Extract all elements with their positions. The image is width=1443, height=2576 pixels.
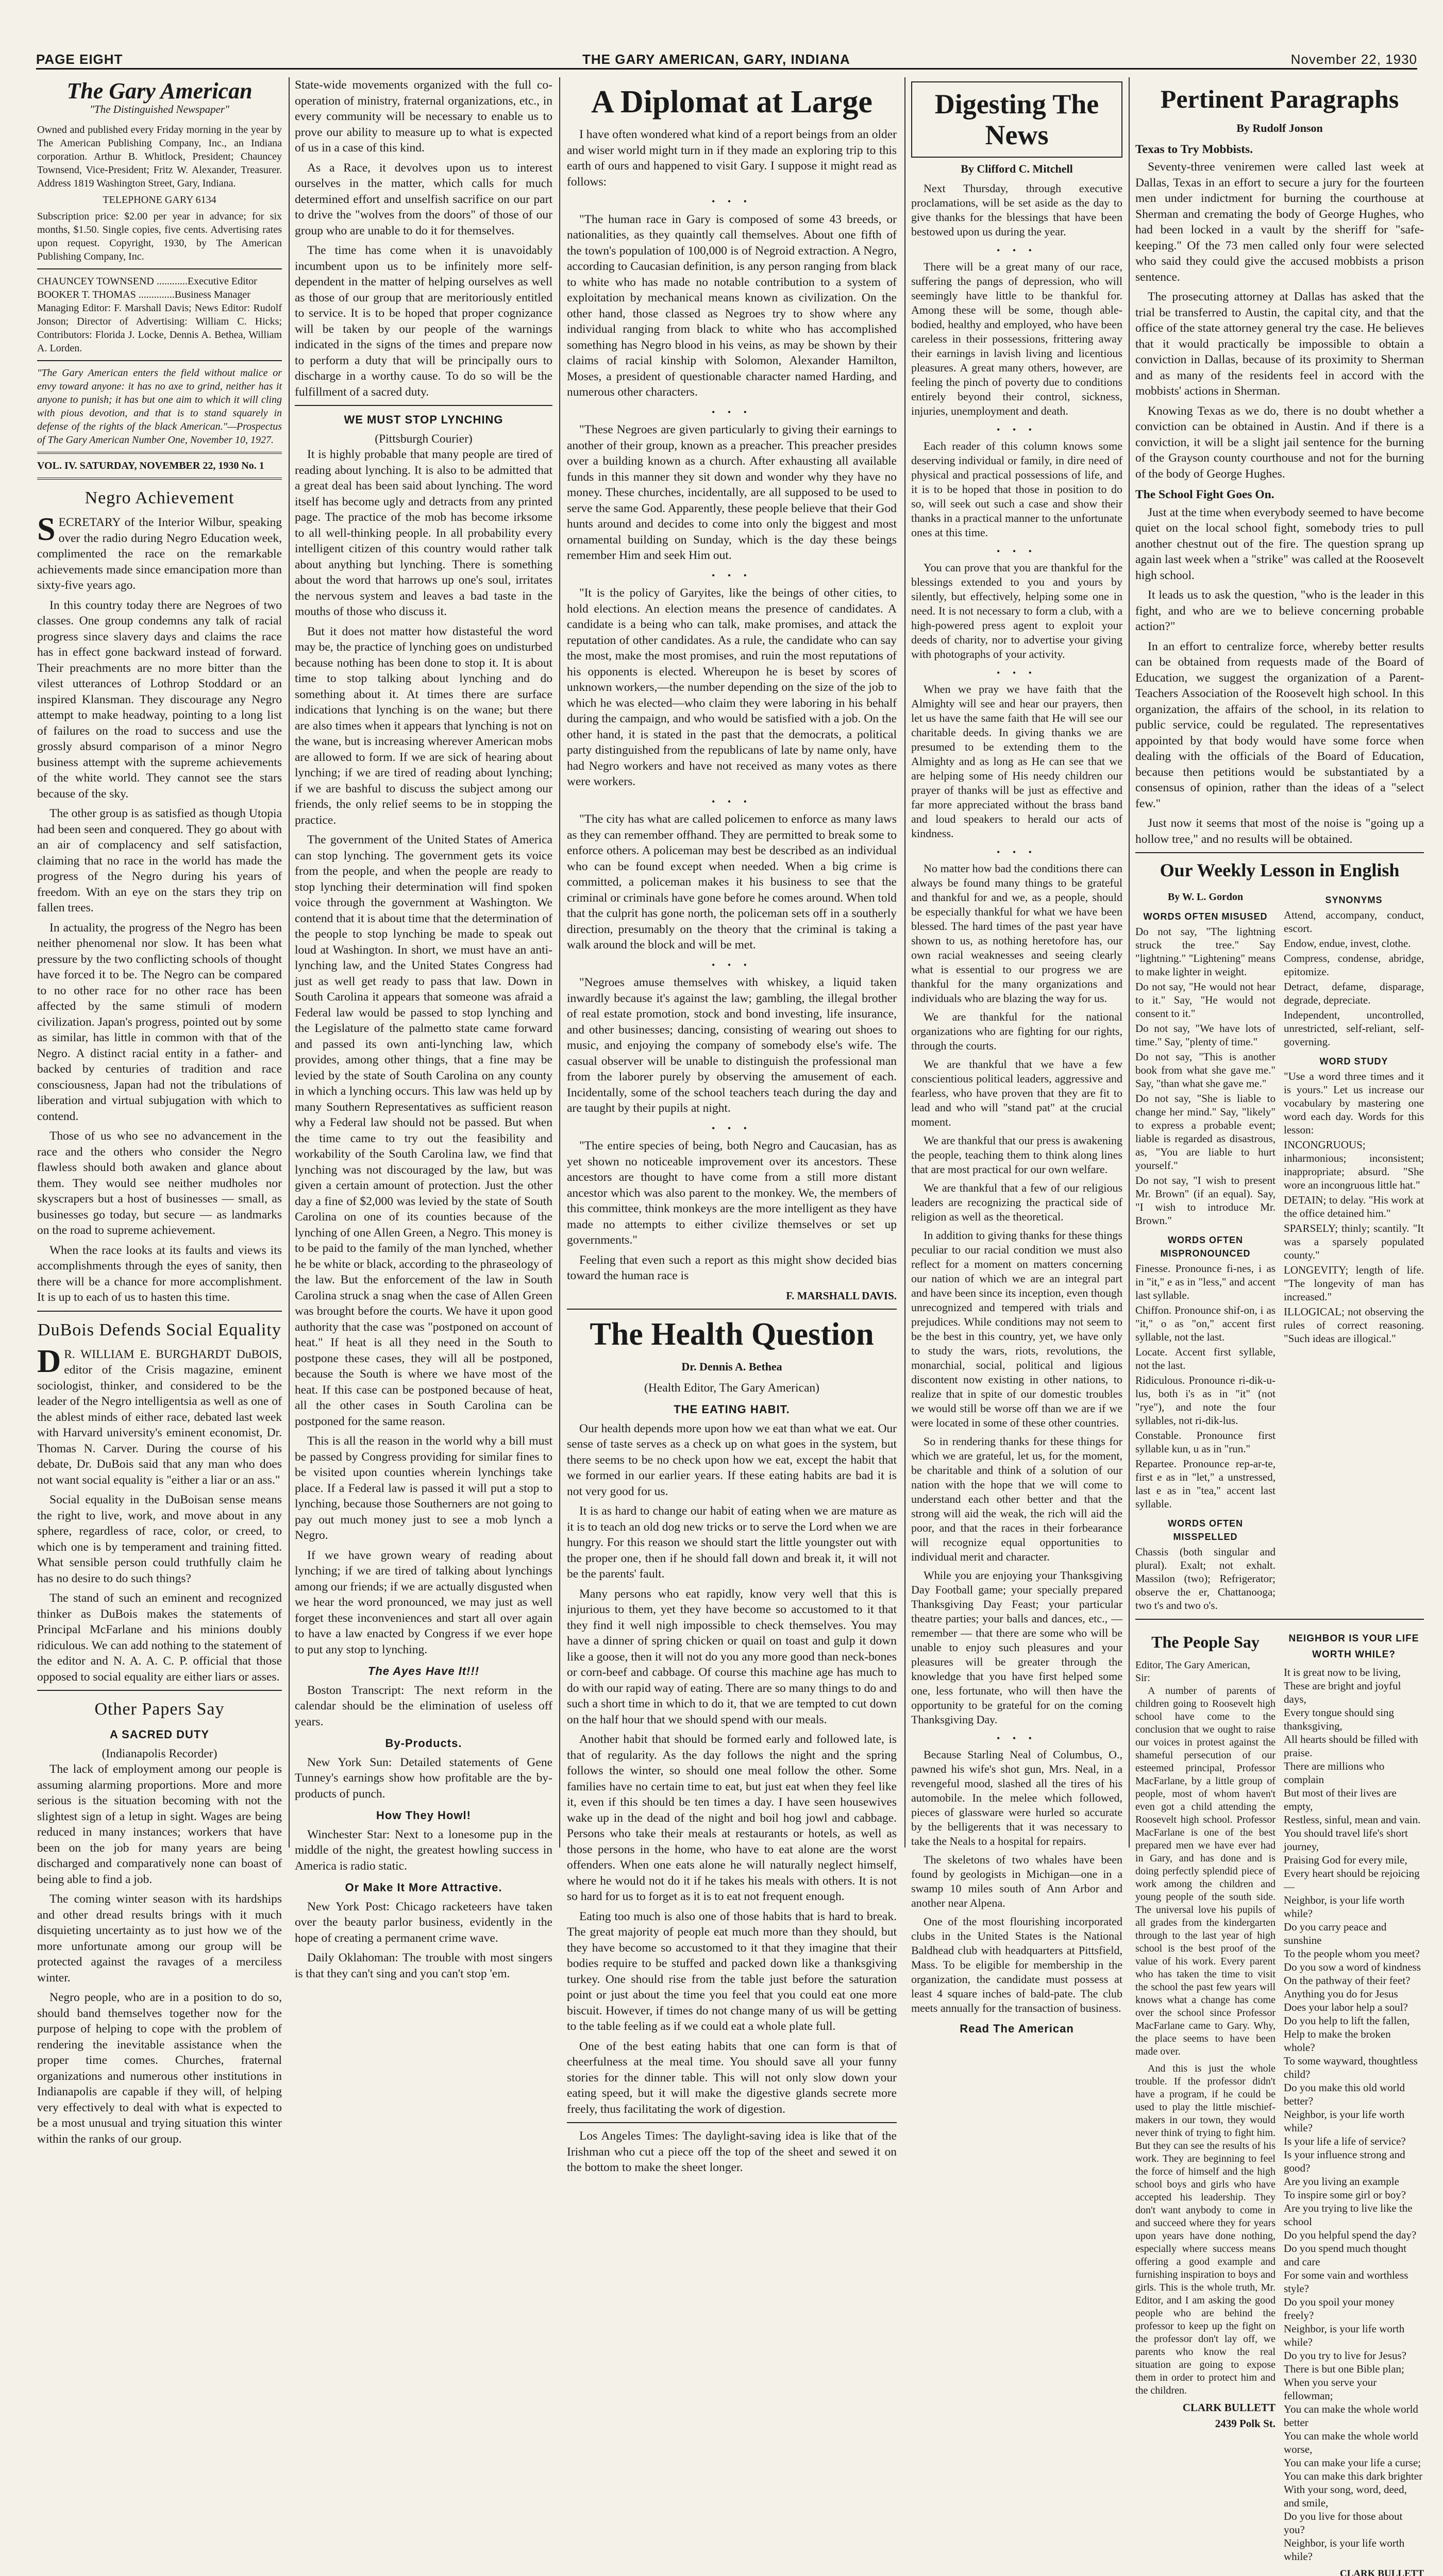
column-paragraph: The skeletons of two whales have been found by geologists in Michigan—one in a swamp 10 miles south of Ann Arbor and another near Alpena. [911,1853,1122,1909]
staff-line: BOOKER T. THOMAS ..............Business Manager [37,289,250,300]
poem-line: Neighbor, is your life worth while? [1284,2108,1405,2134]
article-paragraph: Another habit that should be formed early and followed late, is that of regularity. As the day follows the night and the spring follows the winter, so should one meal follow the other. Some families have no certain time to eat, but just eat when they feel like it, even if this should be ten times a day. I have seen housewives wake up in the dead of the night and boil hog jowl and cabbage. Persons who take their meals at restaurants or hotels, as well as those persons in the home, who have to eat alone are the worst offenders. When one eats alone he will naturally neglect himself, where he would not do it if he takes his meals with others. It is not so hard for us to forget as it is to eat not frequent enough. [567,1733,897,1903]
column-title-box [911,81,1122,158]
article-paragraph: "These Negroes are given particularly to giving their earnings to another of their group, known as a preacher. This preacher presides over a building known as a church. After exhausting all available funds in this manner they sit down and wonder why they have no money. These churches, incidentally, are all supposed to be used to serve the same God. Apparently, these people believe that their God hunts around and decides to come into only the biggest and most ornamental building on Sunday, which is the day these beings remember Him and seek Him out. [567,423,897,562]
lesson-item: Do not say, "We have lots of time." Say, "plenty of time." [1135,1022,1276,1048]
letters-title: The People Say [1151,1633,1260,1651]
separator-stars: • • • [997,668,1037,678]
column-3 [567,77,897,2174]
column-author: By Clifford C. Mitchell [961,162,1073,175]
poem-line: There is but one Bible plan; [1284,2363,1404,2375]
poem-line: Help to make the broken whole? [1284,2028,1391,2054]
article-source: (Pittsburgh Courier) [375,432,473,446]
column-rule [559,77,560,1848]
separator-stars: • • • [712,406,752,417]
poem-line: Do you helpful spend the day? [1284,2229,1417,2241]
brief-title: How They Howl! [376,1809,471,1822]
poem-line: Neighbor, is your life worth while? [1284,2537,1405,2563]
article-paragraph: Many persons who eat rapidly, know very well that this is injurious to them, yet they have become so accustomed to it that they find it well nigh impossible to check themselves. You may have a dinner of spring chicken or quail on toast and gulp it down like a goose, then it will not do you any more good than neck-bones or corn-beef and cabbage. Of course this machine age has much to do with our rapid way of eating. There are so many things to do and such a short time in which to do it, that we are tempted to cut down on the half hour that we should spend with our meals. [567,1587,897,1726]
volume-line: VOL. IV. SATURDAY, NOVEMBER 22, 1930 No. 1 [37,460,264,471]
lesson-item: Do not say, "I wish to present Mr. Brown" (if an equal). Say, "I wish to introduce Mr. Brown." [1135,1174,1276,1227]
lesson-author: By W. L. Gordon [1167,891,1244,903]
lesson-right [1284,887,1424,1614]
lesson-item: SPARSELY; thinly; scantily. "It was a sparsely populated county." [1284,1222,1424,1261]
column-paragraph: Just now it seems that most of the noise is "going up a hollow tree," and no results will be obtained. [1135,817,1424,846]
poem-line: Do you try to live for Jesus? [1284,2349,1406,2362]
poem-line: Are you trying to live like the school [1284,2202,1413,2228]
editorial-paragraph: Social equality in the DuBoisan sense means the right to live, work, and move about in any sphere, regardless of race, color, or creed, to which one is by temperament and training fitted. What sensible person could truthfully claim he has no desire to do such things? [37,1493,282,1585]
poem-line: With your song, word, deed, and smile, [1284,2483,1407,2509]
poem-line: These are bright and joyful days, [1284,1680,1401,1705]
lesson-item: Do not say, "The lightning struck the tree." Say "lightning." "Lightening" means to make lighter in weight. [1135,925,1276,978]
poem-line: Do you carry peace and sunshine [1284,1921,1387,1946]
poem-line: When you serve your fellowman; [1284,2376,1377,2402]
column-paragraph: Because Starling Neal of Columbus, O., pawned his wife's shot gun, Mrs. Neal, in a revengeful mood, slashed all the tires of his automobile. In the melee which followed, pieces of glassware were hurled so accurate by the belligerents that it was necessary to take the Neals to a hospital for repairs. [911,1748,1122,1848]
article-author: Dr. Dennis A. Bethea [681,1360,782,1373]
lower-right-section [1135,1625,1424,2576]
separator-stars: • • • [997,847,1037,857]
lesson-item: Do not say, "She is liable to change her mind." Say, "likely" to express a probable event; liable is regarded as disastrous, as, "You are liable to hurt yourself." [1135,1092,1276,1172]
poem-line: There are millions who complain [1284,1760,1385,1786]
column-rule [1129,77,1130,1848]
poem-line: Praising God for every mile, [1284,1854,1407,1866]
letter-paragraph: A number of parents of children going to Roosevelt high school have come to the conclusion that we ought to raise our voices in protest against the shameful persecution of our esteemed principal, Professor MacFarlane, by a little group of people, most of whom haven't even got a child attending the Roosevelt high school. Professor MacFarlane is one of the best prepared men we have ever had in Gary, and has done and is doing perfectly splendid piece of work among the children and young people of the south side. The universal love his pupils of all grades from the kindergarten through to the last year of high school is the best proof of the value of his work. Every parent who has taken the time to visit the school the past few years will knows what a change has come over the school since Professor MacFarlane came to Gary. Why, the place seems to have been made over. [1135,1685,1276,2057]
poem-line: On the pathway of their feet? [1284,1974,1411,1987]
article-paragraph: This is all the reason in the world why a bill must be passed by Congress providing for similar fines to be visited upon counties wherein lynchings take place. If a Federal law is passed it will put a stop to lynching, because those Southerners are not going to pay out much money just to see a mob lynch a Negro. [295,1434,552,1542]
separator-stars: • • • [997,546,1037,556]
brief-text: Winchester Star: Next to a lonesome pup in the middle of the night, the greatest howling success in America is radio static. [295,1827,552,1873]
poem-line: Anything you do for Jesus [1284,1988,1398,2000]
poem-line: Is your life a life of service? [1284,2135,1406,2147]
people-say [1135,1625,1276,2576]
letter-sir: Sir: [1135,1672,1150,1684]
brief-title: The Ayes Have It!!! [367,1665,480,1677]
article-paragraph: "The human race in Gary is composed of some 43 breeds, or nationalities, as they quaintly call themselves. About one fifth of the town's population of 100,000 is of Negroid extraction. A Negro, according to Caucasian definition, is any person ranging from black to white who has made no notable contribution to a system of exploitation by mechanical means known as civilization. On the other hand, those classed as Negroes try to show where any individual ranging from black to white who has accomplished something has Negro blood in his veins, as may be shown by their claims of racial kinship with Solomon, Alexander Hamilton, Moses, a president of questionable character named Harding, and numerous other characters. [567,212,897,399]
masthead-motto: "The Distinguished Newspaper" [90,103,229,115]
column-paragraph: We are thankful that we have a few conscientious political leaders, aggressive and fearless, who have proven that they are fit to lead and who will "stand pat" at the crucial moment. [911,1058,1122,1128]
divider [37,1690,282,1691]
article-paragraph: "The entire species of being, both Negro and Caucasian, has as yet shown no noticeable improvement over its ancestors. These ancestors are thought to have come from a still more distant ancestor which was also parent to the monkey. We, the members of this committee, think monkeys are the more intelligent as they have made no attempts to either civilize themselves or set up governments." [567,1139,897,1247]
article-paragraph: State-wide movements organized with the full co-operation of ministry, fraternal organizations, etc., in every community will be necessary to enable us to prove our ability to measure up to what is expected of us in a case of this kind. [295,78,552,155]
divider [37,268,282,269]
article-paragraph: It is highly probable that many people are tired of reading about lynching. It is also to be admitted that a great deal has been said about lynching. The word itself has become ugly and detracts from any printed page. The practice of the mob has become irksome to all well-thinking people. In all probability every intelligent citizen of this country would rather talk about anything but lynching. There is something about the word that harrows up one's soul, irritates the nervous system and leaves a bad taste in the mouths of those who discuss it. [295,448,552,618]
article-signature: F. MARSHALL DAVIS. [786,1289,897,1302]
column-paragraph: We are thankful that our press is awakening the people, teaching them to think along lines that are most practical for our own welfare. [911,1134,1122,1176]
brief-text: Boston Transcript: The next reform in the calendar should be the elimination of useless off years. [295,1683,552,1728]
poem-line: You can make your life a curse; [1284,2456,1421,2469]
poem-line: Do you help to lift the fallen, [1284,2014,1410,2027]
lesson-item: DETAIN; to delay. "His work at the office detained him." [1284,1194,1424,1219]
lesson-subhead: SYNONYMS [1325,895,1383,905]
article-paragraph: Our health depends more upon how we eat than what we eat. Our sense of taste serves as a check up on what goes in the system, but there seems to be no check upon how we eat, except the habit that we formed in our earlier years. If these eating habits are bad it is not very good for us. [567,1421,897,1498]
column-rule [904,77,905,1848]
poem-line: You can make this dark brighter [1284,2470,1423,2482]
column-paragraph: Knowing Texas as we do, there is no doubt whether a conviction can be obtained in Austin. And if there is a conviction, it will be a slight jail sentence for the burning of the Grayson county courthouse and not for the burning of the body of George Hughes. [1135,404,1424,481]
article-headline: A Diplomat at Large [591,84,872,120]
poem-section [1284,1625,1424,2576]
column-footer: Read The American [960,2022,1074,2035]
poem-line: Do you sow a word of kindness [1284,1961,1421,1973]
subhead: Texas to Try Mobbists. [1135,142,1253,156]
poem-line: It is great now to be living, [1284,1666,1401,1679]
column-paragraph: You can prove that you are thankful for the blessings extended to you and yours by silently, but effectively, helping some one in need. It is not necessary to form a club, with a high-powered press agent to exploit your deeds of charity, nor to advertise your giving with photographs of your activity. [911,561,1122,660]
article-paragraph: Feeling that even such a report as this might show decided bias toward the human race is [567,1253,897,1282]
column-paragraph: It leads us to ask the question, "who is the leader in this fight, and who are we to believe concerning probable action?" [1135,588,1424,633]
article-paragraph: The lack of employment among our people is assuming alarming proportions. More and more serious is the situation becoming with not the slightest sign of a letup in sight. Wages are being reduced in many instances; workers that have been on the job for many years are being discharged and comparatively none can boast of being able to find a job. [37,1762,282,1886]
ownership-notice: Owned and published every Friday morning in the year by The American Publishing Company, Inc., an Indiana corporation. Arthur B. Whitlock, President; Chauncey Townsend, Vice-President; Fritz W. Alexander, Treasurer. Address 1819 Washington Street, Gary, Indiana. [37,124,282,189]
poem-line: Neighbor, is your life worth while? [1284,1894,1405,1920]
lesson-item: Attend, accompany, conduct, escort. [1284,909,1424,935]
masthead [37,78,282,117]
column-paragraph: One of the most flourishing incorporated clubs in the United States is the National Baldhead club with headquarters at Pittsfield, Mass. To be eligible for membership in the organization, the candidate must possess at least 4 square inches of bald-pate. The club meets annually for the transaction of business. [911,1915,1122,2014]
poem-line: To some wayward, thoughtless child? [1284,2055,1418,2080]
subhead: The School Fight Goes On. [1135,488,1274,501]
letter-salute: Editor, The Gary American, [1135,1659,1250,1671]
article-title: WE MUST STOP LYNCHING [344,413,504,426]
brief-title: Or Make It More Attractive. [345,1881,502,1894]
column-paragraph: Each reader of this column knows some deserving individual or family, in dire need of physical and practical possessions of life, and it is to be hoped that those in position to do so, will seek out such a case and show their thanks in a practical manner to the unfortunate ones at this time. [911,439,1122,539]
poem-line: Do you spoil your money freely? [1284,2296,1395,2321]
letter-address: 2439 Polk St. [1215,2417,1276,2430]
separator-stars: • • • [712,796,752,807]
staff-list: Managing Editor: F. Marshall Davis; News Editor: Rudolf Jonson; Director of Advertising: William C. Hicks; Contributors: Florida J. Locke, Dennis A. Bethea, William A. Lorden. [37,302,282,354]
editorial-paragraph: DR. WILLIAM E. BURGHARDT DuBOIS, editor of the Crisis magazine, eminent sociologist, thinker, and considered to be the leader of the Negro intelligentsia as well as one of the ablest minds of either race, debated last week with Harvard university's eminent economist, Dr. Thomas N. Carver. During the course of his debate, Dr. DuBois said that any man who does not want social equality is "either a liar or an ass." [37,1342,282,1487]
poem-line: Are you living an example [1284,2175,1399,2188]
lesson-item: "Use a word three times and it is yours." Let us increase our vocabulary by mastering one word each day. Words for this lesson: [1284,1070,1424,1136]
poem-line: For some vain and worthless style? [1284,2269,1408,2295]
column-4 [911,77,1122,2035]
lesson-item: Compress, condense, abridge, epitomize. [1284,952,1424,978]
divider [37,1311,282,1312]
editorial-title: DuBois Defends Social Equality [38,1320,281,1340]
lesson-item: Constable. Pronounce first syllable kun, u as in "run." [1135,1429,1276,1455]
lesson-item: Endow, endue, invest, clothe. [1284,937,1411,950]
lesson-item: Chiffon. Pronounce shif-on, i as "it," o as "on," accent first syllable, not the last. [1135,1304,1276,1343]
divider [567,1309,897,1310]
separator-stars: • • • [997,245,1037,256]
column-paragraph: Next Thursday, through executive proclamations, will be set aside as the day to give thanks for the blessings that have been bestowed upon us during the year. [911,182,1122,238]
lesson-item: Locate. Accent first syllable, not the last. [1135,1346,1276,1371]
divider [295,405,552,406]
page-number: PAGE EIGHT [36,52,123,67]
editorial-paragraph: SECRETARY of the Interior Wilbur, speaking over the radio during Negro Education week, complimented the race on the remarkable achievements made since emancipation more than sixty-five years ago. [37,511,282,592]
poem-line: You can make the whole world better [1284,2403,1418,2429]
brief-text: New York Sun: Detailed statements of Gene Tunney's earnings show how profitable are the by-products of punch. [295,1755,552,1801]
telephone: TELEPHONE GARY 6134 [103,194,216,206]
lesson-item: INCONGRUOUS; inharmonious; inconsistent; inappropriate; absurd. "She wore an incongruous little hat." [1284,1139,1424,1191]
article-paragraph: The coming winter season with its hardships and other dread results brings with it much disquieting uncertainty as to just how we of the more unfortunate among our group will be protected against the ravages of a merciless winter. [37,1892,282,1985]
brief-title: By-Products. [385,1737,462,1750]
article-paragraph: As a Race, it devolves upon us to interest ourselves in the matter, which calls for much determined effort and unselfish sacrifice on our part to drive the "wolves from the doors" of those of our group who are unable to do it for themselves. [295,161,552,238]
column-paragraph: We are thankful that a few of our religious leaders are recognizing the practical side of religion as well as the theoretical. [911,1181,1122,1223]
header-date: November 22, 1930 [1290,52,1417,67]
author-role: (Health Editor, The Gary American) [644,1381,819,1395]
article-paragraph: "Negroes amuse themselves with whiskey, a liquid taken inwardly because it's against the law; gambling, the illegal brother of real estate promotion, stock and bond investing, life insurance, and other businesses; dancing, consisting of wearing out shoes to music, and enjoying the company of somebody else's wife. The casual observer will be unable to distinguish the professional man from the laborer purely by observing the amusement of each. Incidentally, some of the school teachers teach during the day and are taught by their pupils at night. [567,976,897,1115]
article-headline: The Health Question [590,1317,874,1352]
divider [1135,1619,1424,1620]
article-paragraph: The government of the United States of America can stop lynching. The government gets its voice from the people, and when the people are ready to stop lynching their determination will find spoken voice through the government at Washington. We contend that it is about time that the determination of the people to stop lynching be made to speak out loud at Washington. In short, we must have an anti-lynching law, and the United States Congress had just as well get ready to pass that law. Down in South Carolina it appears that someone was afraid a Federal law would be passed to stop lynching and the Legislature of the palmetto state came forward and passed its own anti-lynching law, which provides, among other things, that a fine may be levied by the state of South Carolina on any county in which a lynching occurs. This law was held up by many Southern Representatives as sufficient reason why a Federal law should not be passed. But when the time came to try out the feasibility and workability of the South Carolina law, we find that lynching was not discouraged by the law, but was given a certain amount of protection. Just the other day a fine of $2,000 was levied by the state of South Carolina on one of its counties because of the lynching of one Allen Green, a Negro. This money is to be paid to the family of the man lynched, whether he be white or black, according to the phraseology of the law. But the enforcement of the law in South Carolina struck a snag when the case of Allen Green was brought before the courts. We have it upon good authority that the case was "postponed on account of heat." If heat is all they need in the South to postpone these cases, they will all be postponed, because the South is where we have most of the heat. If this case can be postponed because of heat, all the other cases in South Carolina can be postponed for the same reason. [295,833,552,1428]
poem-line: Every heart should be rejoicing— [1284,1867,1420,1893]
poem-line: To inspire some girl or boy? [1284,2189,1406,2201]
divider [567,2122,897,2123]
brief-text: Los Angeles Times: The daylight-saving idea is like that of the Irishman who cut a piece off the top of the sheet and sewed it on the bottom to make the sheet longer. [567,2129,897,2174]
column-paragraph: While you are enjoying your Thanksgiving Day Football game; your specially prepared Thanksgiving Day Feast; your particular theatre parties; your balls and dances, etc., — remember — that there are some who will be unable to enjoy such pleasures and your pleasures will be greater through the knowledge that you have first helped some one, less fortunate, who will then have the opportunity to be grateful for on the coming Thanksgiving Day. [911,1569,1122,1726]
lesson-item: LONGEVITY; length of life. "The longevity of man has increased." [1284,1264,1424,1303]
article-title: A SACRED DUTY [109,1728,210,1741]
column-paragraph: In addition to giving thanks for these things peculiar to our racial condition we must also reflect for a moment on matters concerning our nation of which we are an integral part and have been since its inception, even though unrecognized and tempered with trials and prejudices. While conditions may not seem to be the best in this country, yet, we have only to study the wars, riots, revolutions, the monarchial, social, political and ligious discontent now existing in other nations, to realize that in spite of our domestic troubles we would still be worse off than we are if we were located in some of these other countries. [911,1229,1122,1429]
separator-stars: • • • [997,1733,1037,1743]
lesson-item: Repartee. Pronounce rep-ar-te, first e as in "let," a unstressed, last e as in "tea," accent last syllable. [1135,1458,1276,1510]
column-paragraph: In an effort to centralize force, whereby better results can be obtained from requests made of the Board of Education, we suggest the organization of a Parent-Teachers Association of the Roosevelt high school. In this organization, the affairs of the school, in its relation to public service, could be regulated. The representatives appointed by that body would have some force when dealing with the officials of the Board of Education, because then petitions would be substantiated by a consensus of opinion, rather than the ideas of a "select few." [1135,639,1424,810]
poem-line: Do you live for those about you? [1284,2510,1403,2536]
editorial-paragraph: The other group is as satisfied as though Utopia had been seen and conquered. They go about with an air of complacency and self satisfaction, claiming that no race in the world has made the progress of the Negro during his years of freedom. With an eye on the stars they trip on fallen trees. [37,807,282,914]
masthead-flag: The Gary American [66,78,253,104]
separator-stars: • • • [712,1123,752,1133]
lesson-item: Do not say, "He would not hear to it." Say, "He would not consent to it." [1135,980,1276,1020]
article-paragraph: It is as hard to change our habit of eating when we are mature as it is to teach an old dog new tricks or to serve the Lord when we are hungry. For this reason we should start the little youngster out with the proper one, then if he should fall down and break it, it will not be the parents' fault. [567,1504,897,1581]
poem-line: Does your labor help a soul? [1284,2001,1408,2013]
lesson-title: Our Weekly Lesson in English [1160,860,1400,880]
editorial-paragraph: Those of us who see no advancement in the race and the others who consider the Negro flawless should both awaken and glance about them. They would see neither mudholes nor skyscrapers but a host of businesses — small, as businesses go today, but secure — as landmarks on the road to supreme achievement. [37,1129,282,1237]
column-1 [37,77,282,2146]
lesson-item: Chassis (both singular and plural). Exalt; not exhalt. Massilon (two); Refrigerator; observe the er, Chattanooga; two t's and two o's. [1135,1546,1276,1612]
article-paragraph: Negro people, who are in a position to do so, should band themselves together now for the purpose of helping to cope with the problem of rendering the inevitable assistance when the proper time comes. Churches, fraternal organizations and numerous other institutions in Indianapolis are capable if they will, of helping very effectively to deal with what is expected to be a most unusual and trying situation this winter within the ranks of our group. [37,1991,282,2146]
article-paragraph: "The city has what are called policemen to enforce as many laws as they can remember offhand. They are permitted to break some to enforce others. A policeman may best be described as an individual who can be found except when needed. When a big crime is committed, a policeman makes it his business to see that the criminal or criminals have gone before he comes around. When told that the culprit has gone north, the policeman sets off in a southerly direction, presumably on the theory that the criminal is taking a walk around the block and will be met. [567,812,897,952]
column-paragraph: There will be a great many of our race, suffering the pangs of depression, who will seemingly have little to be thankful for. Among these will be some, though able-bodied, healthy and employed, who have been careless in their possessions, frittering away their earnings in lavish living and licentious pleasures. A great many others, however, are feeling the pinch of poverty due to conditions entirely beyond their control, sickness, injuries, unemployment and death. [911,260,1122,417]
poem-signature: CLARK BULLETT [1339,2568,1424,2576]
poem-line: Every tongue should sing thanksgiving, [1284,1706,1395,1732]
divider [1135,852,1424,853]
lesson-subhead: WORDS OFTEN MISPRONOUNCED [1160,1235,1251,1259]
divider [37,360,282,361]
poem-line: But most of their lives are empty, [1284,1787,1397,1812]
header-rule [36,68,1417,70]
divider [37,452,282,454]
editorial-paragraph: In actuality, the progress of the Negro has been neither phenomenal nor slow. It has been what pressure by the two conflicting schools of thought have forced it to be. The Negro can be compared to no other race for no other race has been affected by the same stimuli of modern civilization. Japan's progress, pointed out by some as similar, has little in common with that of the Negro. A distinct racial entity in a father- and backed by centuries of tradition and race consciousness, Japan had not the tribulations of liberation and virtual subjugation with which to contend. [37,921,282,1123]
brief-text: New York Post: Chicago racketeers have taken over the beauty parlor business, evidently in the hope of creating a permanent crime wave. [295,1900,552,1945]
poem-line: All hearts should be filled with praise. [1284,1733,1418,1759]
column-rule [289,77,290,1848]
lesson-subhead: WORDS OFTEN MISUSED [1143,911,1268,922]
article-paragraph: The time has come when it is unavoidably incumbent upon us to be infinitely more self-dependent in the matter of helping ourselves as well as those of our group that are meritoriously entitled to service. It is to be hoped that proper cognizance will be taken by our people of the warnings indicated in the signs of the times and prepare now to perform a duty that will be principally ours to discharge in a worthy cause. To do so will be the fulfillment of a sacred duty. [295,244,552,399]
poem-line: Do you spend much thought and care [1284,2242,1406,2268]
column-author: By Rudolf Jonson [1236,122,1323,134]
column-paragraph: No matter how bad the conditions there can always be found many things to be grateful and thankful for and we, as a people, should be especially thankful for what we have been blessed. The hard times of the past year have shown to us, as nothing heretofore has, our own racial weaknesses and seeing clearly what is essential to our progress we are thankful for the many organizations and individuals who are blazing the way for us. [911,862,1122,1005]
poem-line: You can make the whole world worse, [1284,2430,1418,2455]
staff-line: CHAUNCEY TOWNSEND ............Executive Editor [37,276,257,287]
lesson-item: Independent, uncontrolled, unrestricted, self-reliant, self-governing. [1284,1009,1424,1048]
separator-stars: • • • [712,959,752,970]
column-paragraph: The prosecuting attorney at Dallas has asked that the trial be transferred to Austin, the capital city, and that the office of the state attorney general try the case. He believes that it would practically be impossible to obtain a conviction in Dallas, because of its proximity to Sherman and as many of the residents feel in accord with the mobbists' actions in Sherman. [1135,290,1424,398]
column-5 [1135,77,1424,2576]
letter-paragraph: And this is just the whole trouble. If the professor didn't have a program, if he could be used to play the little mischief-makers in our town, they would never think of trying to fight him. But they can see the results of his work. They are beginning to feel the force of himself and the high school boys and girls who have accepted his leadership. They don't want anybody to come in and succeed where they for years upon years have done nothing, especially where success means offering a good example and furnishing inspiration to boys and girls. This is the whole truth, Mr. Editor, and I am asking the good people who are behind the professor to keep up the fight on the professor don't lay off, we parents who know the real situation are going to expose them in order to protect him and the children. [1135,2063,1276,2396]
column-title: Digesting The News [934,89,1099,150]
poem-line: Restless, sinful, mean and vain. [1284,1814,1421,1826]
poem-title: NEIGHBOR IS YOUR LIFE WORTH WHILE? [1288,1633,1419,1660]
lesson-item: ILLOGICAL; not observing the rules of correct reasoning. "Such ideas are illogical." [1284,1306,1424,1345]
column-paragraph: Just at the time when everybody seemed to have become quiet on the local school fight, somebody tries to pull another chestnut out of the fire. The question sprang up again last week when a "strike" was called at the Roosevelt high school. [1135,505,1424,582]
lesson-item: Do not say, "This is another book from what she gave me." Say, "than what she gave me." [1135,1050,1276,1090]
poem-line: Do you make this old world better? [1284,2081,1405,2107]
letter-signature: CLARK BULLETT [1182,2401,1276,2414]
column-paragraph: We are thankful for the national organizations who are fighting for our rights, through the courts. [911,1010,1122,1052]
article-paragraph: Eating too much is also one of those habits that is hard to break. The great majority of people eat much more than they should, but they have become so accustomed to it that they imagine that their bodies require to be stuffed and packed down like a thanksgiving turkey. One should rise from the table just before the saturation point or just about the time you feel that you could eat one more biscuit. However, if times do not change many of us will be getting to the table feeling as if we could eat a whole plate full. [567,1909,897,2033]
article-paragraph: I have often wondered what kind of a report beings from an older and wiser world might turn in if they made an exploring trip to this earth of ours and happened to visit Gary. I suppose it might read as follows: [567,128,897,189]
column-paragraph: Seventy-three veniremen were called last week at Dallas, Texas in an effort to secure a jury for the fourteen men under indictment for burning the courthouse at Sherman and cremating the body of George Hughes, who had been locked in a vault by the sheriff for "safe-keeping." Of the 73 men called only four were selected who said they could give the accused mobbists a prison sentence. [1135,160,1424,284]
article-source: (Indianapolis Recorder) [102,1747,217,1760]
separator-stars: • • • [997,425,1037,435]
divider [37,478,282,480]
lesson-left [1135,887,1276,1614]
editorial-paragraph: In this country today there are Negroes of two classes. One group condemns any talk of racial progress since slavery days and claims the race has in effect gone backward instead of forward. Their preachments are no more bitter than the vilest utterances of Lothrop Stoddard or an inspired Klansman. They discourage any Negro attempt to make headway, pointing to a long list of failures on the road to success and use the grossly absurd comparison of a minor Negro business attempt with the supreme achievements of the white world. They cannot see the stars because of the sky. [37,598,282,801]
policy-statement: "The Gary American enters the field without malice or envy toward anyone: it has no axe to grind, neither has it anyone to punish; it has but one aim to which it will cling with pious devotion, and that is to stand squarely in defense of the rights of the black American."—Prospectus of The Gary American Number One, November 10, 1927. [37,367,282,446]
separator-stars: • • • [712,570,752,581]
editorial-paragraph: The stand of such an eminent and recognized thinker as DuBois makes the statements of Principal McFarlane and his minions doubly ridiculous. We can add nothing to the statement of the editor and N. A. A. C. P. official that those opposed to social equality are either liars or asses. [37,1591,282,1684]
column-headline: Pertinent Paragraphs [1160,84,1399,113]
lesson-body [1135,887,1424,1614]
article-paragraph: One of the best eating habits that one can form is that of cheerfulness at the meal time. You should save all your funny stories for the dinner table. This will not only slow down your eating speed, but it will make the digestive glands secrete more freely, thus facilitating the work of digestion. [567,2039,897,2116]
poem-line: Neighbor, is your life worth while? [1284,2323,1405,2348]
section-title: Other Papers Say [94,1700,225,1719]
editorial-paragraph: When the race looks at its faults and views its accomplishments through the eyes of sanity, then there will be a chance for more accomplishment. It is up to each of us to hasten this time. [37,1243,282,1304]
column-paragraph: When we pray we have faith that the Almighty will see and hear our prayers, then let us have the same faith that He will see our charitable deeds. In giving thanks we are presumed to be extending them to the Almighty and as long as He can see that we are helping some of His needy children our prayer of thanks will be just as effective and far more appreciated without the brass band and loud speakers to herald our acts of kindness. [911,683,1122,840]
lesson-subhead: WORD STUDY [1319,1056,1388,1066]
lesson-item: Finesse. Pronounce fi-nes, i as in "it," e as in "less," and accent last syllable. [1135,1262,1276,1301]
editorial-title: Negro Achievement [85,488,234,507]
lesson-subhead: WORDS OFTEN MISSPELLED [1168,1518,1243,1542]
poem-lines [1284,1666,1424,2563]
lesson-item: Ridiculous. Pronounce ri-dik-u-lus, both i's as in "it" (not "rye"), and note the four syllables, not ri-dik-lus. [1135,1374,1276,1427]
poem-line: Is your influence strong and good? [1284,2148,1405,2174]
brief-text: Daily Oklahoman: The trouble with most singers is that they can't sing and you can't stop 'em. [295,1951,552,1980]
article-paragraph: If we have grown weary of reading about lynching; if we are tired of talking about lynchings among our friends; if we are actually disgusted when we hear the word pronounced, we may just as well forget these inconveniences and start all over again to have a law enacted by Congress if we ever hope to put any stop to lynching. [295,1548,552,1656]
subscription-info: Subscription price: $2.00 per year in advance; for six months, $1.50. Single copies, five cents. Advertising rates upon request. Copyright, 1930, by The American Publishing Company, Inc. [37,211,282,262]
poem-line: You should travel life's short journey, [1284,1827,1408,1853]
article-paragraph: "It is the policy of Garyites, like the beings of other cities, to hold elections. An election means the presence of candidates. A candidate is a being who can talk, make promises, and attack the reputation of other candidates. As a rule, the candidate who can say the most, make the most promises, and ruin the most reputations of his opponents is elected. Whereupon he is beset by scores of unknown workers,—the number depending on the size of the job to which he was elected—who claim they were laboring in his behalf during the campaign, and who would be satisfied with a job. On the other hand, it is stated in the past that the democrats, a political party distinguished from the republicans of late by name only, have had Negro workers and have not received as many votes as there were workers. [567,586,897,788]
article-subtitle: THE EATING HABIT. [674,1403,790,1416]
poem-line: To the people whom you meet? [1284,1947,1420,1960]
lesson-item: Detract, defame, disparage, degrade, depreciate. [1284,980,1424,1006]
separator-stars: • • • [712,196,752,207]
column-paragraph: So in rendering thanks for these things for which we are grateful, let us, for the moment, be charitable and think of a solution of our nation with the hope that we will come to understand each other better and that the strong will aid the weak, the rich will aid the poor, and that the races in their forbearance will recognize equal opportunities to individual merit and character. [911,1435,1122,1563]
paper-header-title: THE GARY AMERICAN, GARY, INDIANA [582,52,850,67]
column-2 [295,77,552,1980]
article-paragraph: But it does not matter how distasteful the word may be, the practice of lynching goes on undisturbed because nothing has been done to stop it. It is about time to stop talking about lynching and do something about it. At times there are surface indications that lynching is on the wane; but there are also times when it appears that lynching is not on the wane, but is increasing wherever American mobs are allowed to form. If we are sick of hearing about lynching; if we are tired of reading about lynching; if we are bashful to discuss the subject among our friends, the only relief seems to be in stopping the practice. [295,624,552,827]
